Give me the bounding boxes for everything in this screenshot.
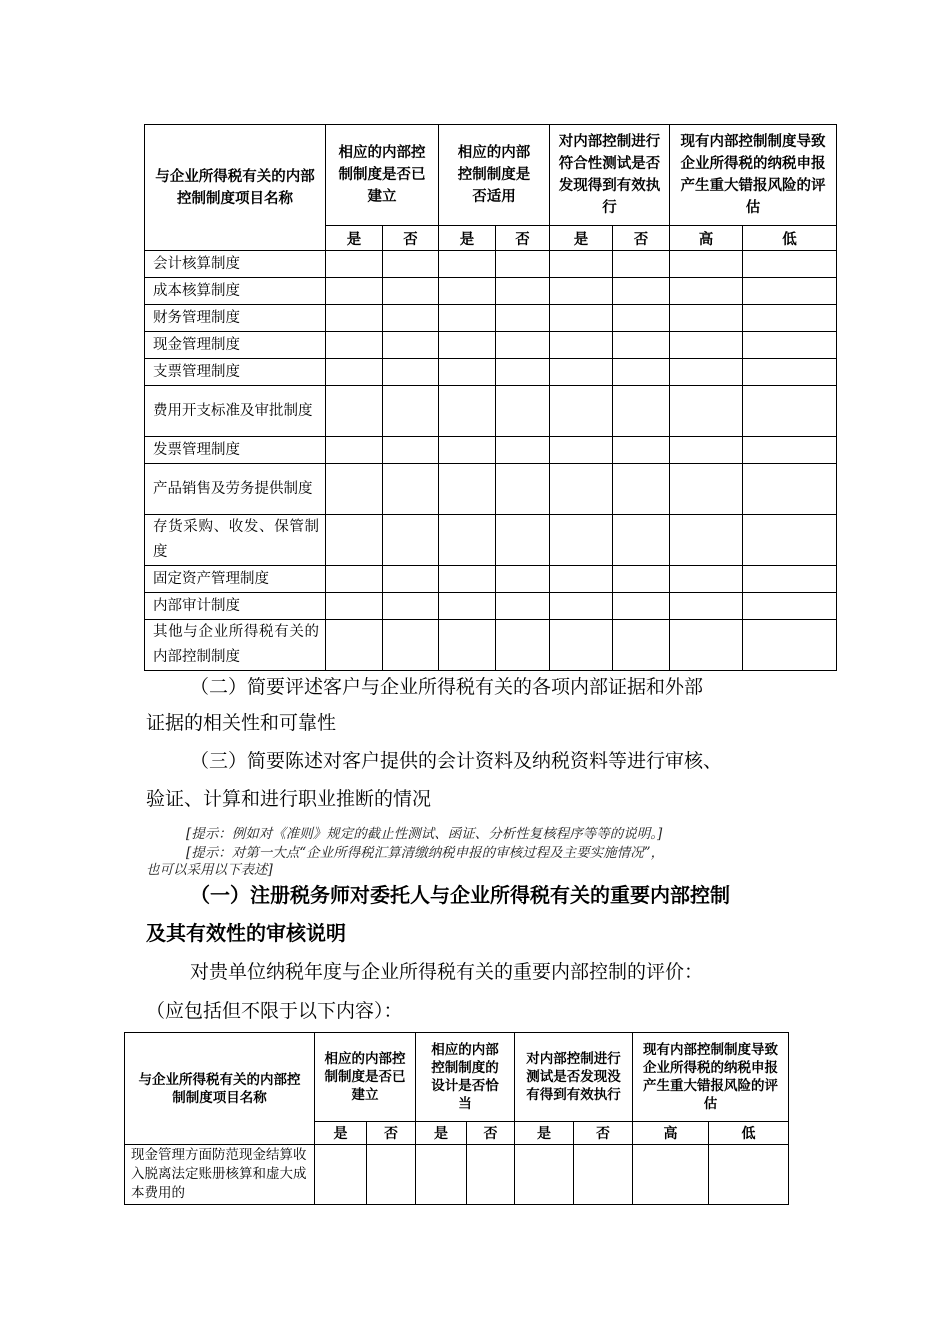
sub-high: 高: [670, 226, 743, 251]
empty-cell: [315, 1145, 367, 1205]
hint-2-line-2: 也可以采用以下表述]: [146, 862, 273, 878]
empty-cell: [550, 437, 613, 464]
empty-cell: [496, 251, 550, 278]
row-label: 财务管理制度: [145, 305, 326, 332]
empty-cell: [496, 332, 550, 359]
empty-cell: [613, 620, 670, 671]
empty-cell: [326, 566, 383, 593]
empty-cell: [613, 593, 670, 620]
empty-cell: [383, 278, 439, 305]
empty-cell: [613, 278, 670, 305]
header-item-name: 与企业所得税有关的内部控制制度项目名称: [125, 1033, 315, 1145]
table-row: [145, 593, 837, 620]
empty-cell: [326, 437, 383, 464]
sub-no: 否: [496, 226, 550, 251]
empty-cell: [613, 437, 670, 464]
empty-cell: [439, 464, 496, 515]
empty-cell: [496, 305, 550, 332]
empty-cell: [670, 305, 743, 332]
empty-cell: [743, 593, 837, 620]
empty-cell: [416, 1145, 467, 1205]
empty-cell: [613, 464, 670, 515]
empty-cell: [439, 566, 496, 593]
empty-cell: [439, 251, 496, 278]
table-row: [125, 1145, 789, 1205]
empty-cell: [743, 305, 837, 332]
sub-yes: 是: [550, 226, 613, 251]
evaluation-intro: 对贵单位纳税年度与企业所得税有关的重要内部控制的评价：: [190, 961, 704, 983]
sub-no: 否: [467, 1122, 515, 1145]
row-label: 费用开支标准及审批制度: [145, 386, 326, 437]
sub-yes: 是: [439, 226, 496, 251]
empty-cell: [550, 251, 613, 278]
empty-cell: [613, 386, 670, 437]
empty-cell: [550, 332, 613, 359]
empty-cell: [367, 1145, 416, 1205]
row-label: 其他与企业所得税有关的内部控制制度: [145, 620, 326, 671]
empty-cell: [326, 278, 383, 305]
internal-control-table-1: [144, 124, 837, 671]
empty-cell: [550, 278, 613, 305]
table-row: [145, 251, 837, 278]
empty-cell: [670, 278, 743, 305]
empty-cell: [613, 566, 670, 593]
header-risk-assessment: 现有内部控制制度导致企业所得税的纳税申报产生重大错报风险的评估: [633, 1033, 789, 1122]
sub-no: 否: [367, 1122, 416, 1145]
empty-cell: [439, 359, 496, 386]
empty-cell: [326, 515, 383, 566]
empty-cell: [550, 359, 613, 386]
empty-cell: [550, 593, 613, 620]
empty-cell: [613, 305, 670, 332]
header-established: 相应的内部控制制度是否已建立: [326, 125, 439, 226]
row-label: 产品销售及劳务提供制度: [145, 464, 326, 515]
empty-cell: [743, 620, 837, 671]
sub-yes: 是: [416, 1122, 467, 1145]
table-row: [145, 515, 837, 566]
empty-cell: [496, 464, 550, 515]
table-row: [145, 464, 837, 515]
table-row: [145, 305, 837, 332]
header-applicable: 相应的内部控制制度是否适用: [439, 125, 550, 226]
empty-cell: [439, 593, 496, 620]
empty-cell: [613, 251, 670, 278]
empty-cell: [670, 386, 743, 437]
sub-yes: 是: [515, 1122, 574, 1145]
empty-cell: [496, 386, 550, 437]
empty-cell: [326, 251, 383, 278]
empty-cell: [496, 278, 550, 305]
evaluation-note: （应包括但不限于以下内容）：: [146, 1000, 403, 1022]
empty-cell: [326, 593, 383, 620]
paragraph-2-line-1: （二）简要评述客户与企业所得税有关的各项内部证据和外部: [190, 676, 704, 698]
empty-cell: [743, 566, 837, 593]
empty-cell: [613, 359, 670, 386]
paragraph-3-line-1: （三）简要陈述对客户提供的会计资料及纳税资料等进行审核、: [190, 750, 723, 772]
empty-cell: [743, 464, 837, 515]
empty-cell: [326, 332, 383, 359]
empty-cell: [439, 386, 496, 437]
empty-cell: [383, 305, 439, 332]
empty-cell: [633, 1145, 709, 1205]
table-row: [145, 620, 837, 671]
header-established: 相应的内部控制制度是否已建立: [315, 1033, 416, 1122]
empty-cell: [383, 251, 439, 278]
row-label: 发票管理制度: [145, 437, 326, 464]
empty-cell: [550, 305, 613, 332]
table-row: [145, 386, 837, 437]
empty-cell: [670, 332, 743, 359]
sub-low: 低: [743, 226, 837, 251]
empty-cell: [670, 620, 743, 671]
empty-cell: [467, 1145, 515, 1205]
empty-cell: [439, 437, 496, 464]
section-heading-line-2: 及其有效性的审核说明: [146, 921, 346, 945]
empty-cell: [383, 620, 439, 671]
empty-cell: [496, 359, 550, 386]
header-risk-assessment: 现有内部控制制度导致企业所得税的纳税申报产生重大错报风险的评估: [670, 125, 837, 226]
header-test-effective: 对内部控制进行测试是否发现没有得到有效执行: [515, 1033, 633, 1122]
row-label: 现金管理制度: [145, 332, 326, 359]
header-design-appropriate: 相应的内部控制制度的设计是否恰当: [416, 1033, 515, 1122]
paragraph-2-line-2: 证据的相关性和可靠性: [146, 712, 337, 734]
empty-cell: [496, 515, 550, 566]
internal-control-table-2: [124, 1032, 789, 1205]
empty-cell: [613, 515, 670, 566]
empty-cell: [383, 593, 439, 620]
header-compliance-test: 对内部控制进行符合性测试是否发现得到有效执行: [550, 125, 670, 226]
empty-cell: [743, 386, 837, 437]
table-row: [145, 566, 837, 593]
empty-cell: [670, 515, 743, 566]
empty-cell: [383, 386, 439, 437]
empty-cell: [550, 566, 613, 593]
empty-cell: [550, 464, 613, 515]
empty-cell: [574, 1145, 633, 1205]
row-label: 会计核算制度: [145, 251, 326, 278]
empty-cell: [670, 251, 743, 278]
empty-cell: [326, 464, 383, 515]
hint-1: [提示：例如对《准则》规定的截止性测试、函证、分析性复核程序等等的说明。]: [186, 826, 663, 842]
row-label: 内部审计制度: [145, 593, 326, 620]
section-heading-line-1: （一）注册税务师对委托人与企业所得税有关的重要内部控制: [190, 883, 730, 907]
header-item-name: 与企业所得税有关的内部控制制度项目名称: [145, 125, 326, 251]
sub-low: 低: [709, 1122, 789, 1145]
table-row: [145, 359, 837, 386]
empty-cell: [326, 359, 383, 386]
empty-cell: [743, 515, 837, 566]
empty-cell: [743, 278, 837, 305]
empty-cell: [383, 464, 439, 515]
hint-2-line-1: [提示：对第一大点“企业所得税汇算清缴纳税申报的审核过程及主要实施情况”，: [186, 845, 665, 861]
empty-cell: [383, 566, 439, 593]
table-row: [145, 278, 837, 305]
empty-cell: [496, 566, 550, 593]
empty-cell: [550, 386, 613, 437]
empty-cell: [439, 515, 496, 566]
empty-cell: [496, 593, 550, 620]
table-row: [145, 437, 837, 464]
empty-cell: [670, 437, 743, 464]
empty-cell: [743, 251, 837, 278]
empty-cell: [670, 593, 743, 620]
row-label: 现金管理方面防范现金结算收入脱离法定账册核算和虚大成本费用的: [125, 1145, 315, 1205]
sub-no: 否: [613, 226, 670, 251]
empty-cell: [743, 332, 837, 359]
empty-cell: [383, 515, 439, 566]
paragraph-3-line-2: 验证、计算和进行职业推断的情况: [146, 788, 432, 810]
row-label: 存货采购、收发、保管制度: [145, 515, 326, 566]
empty-cell: [743, 437, 837, 464]
empty-cell: [439, 305, 496, 332]
empty-cell: [383, 359, 439, 386]
empty-cell: [496, 620, 550, 671]
empty-cell: [326, 620, 383, 671]
empty-cell: [670, 359, 743, 386]
empty-cell: [670, 464, 743, 515]
sub-high: 高: [633, 1122, 709, 1145]
row-label: 支票管理制度: [145, 359, 326, 386]
row-label: 固定资产管理制度: [145, 566, 326, 593]
sub-yes: 是: [326, 226, 383, 251]
empty-cell: [439, 278, 496, 305]
empty-cell: [743, 359, 837, 386]
empty-cell: [326, 386, 383, 437]
empty-cell: [550, 620, 613, 671]
empty-cell: [709, 1145, 789, 1205]
empty-cell: [326, 305, 383, 332]
empty-cell: [613, 332, 670, 359]
empty-cell: [515, 1145, 574, 1205]
empty-cell: [439, 620, 496, 671]
empty-cell: [383, 437, 439, 464]
table-row: [145, 332, 837, 359]
empty-cell: [383, 332, 439, 359]
empty-cell: [670, 566, 743, 593]
sub-yes: 是: [315, 1122, 367, 1145]
sub-no: 否: [383, 226, 439, 251]
empty-cell: [439, 332, 496, 359]
sub-no: 否: [574, 1122, 633, 1145]
row-label: 成本核算制度: [145, 278, 326, 305]
empty-cell: [550, 515, 613, 566]
empty-cell: [496, 437, 550, 464]
